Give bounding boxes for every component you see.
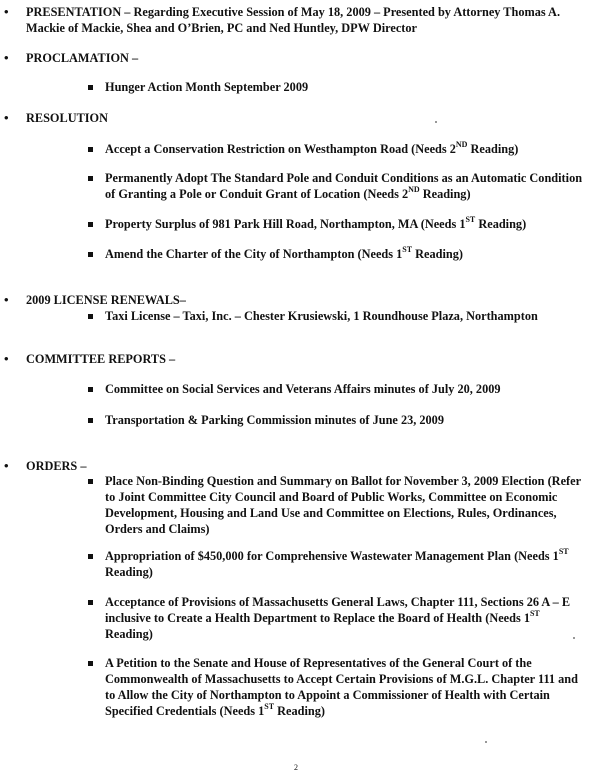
- item-text: Hunger Action Month September 2009: [105, 80, 309, 94]
- square-bullet-icon: [88, 387, 93, 392]
- scan-speck: [435, 121, 437, 123]
- section-heading: PROCLAMATION –: [26, 51, 139, 65]
- square-bullet-icon: [88, 85, 93, 90]
- section-bullet: •: [4, 292, 9, 307]
- section-heading: 2009 LICENSE RENEWALS–: [26, 293, 186, 307]
- item-text: Permanently Adopt The Standard Pole and Conduit Conditions as an Automatic Condition of Granting a Pole or Conduit Grant of Location (Needs 2ND Reading): [105, 171, 583, 201]
- item-text: A Petition to the Senate and House of Representatives of the General Court of the Commonwealth of Massachusetts to Accept Certain Provisions of M.G.L. Chapter 111 and to Allow the City of Northampton to Appoint a Commissioner of Health with Certain Specified Credentials (Needs 1ST Reading): [105, 656, 578, 718]
- square-bullet-icon: [88, 252, 93, 257]
- page-number: 2: [294, 763, 298, 772]
- square-bullet-icon: [88, 314, 93, 319]
- section-bullet: •: [4, 351, 9, 366]
- section-bullet: •: [4, 110, 9, 125]
- item-text: Transportation & Parking Commission minutes of June 23, 2009: [105, 413, 444, 427]
- item-text: Place Non-Binding Question and Summary on Ballot for November 3, 2009 Election (Refer to Joint Committee City Council and Board of Public Works, Committee on Economic Development, Housing and Land Use and Committee on Elections, Rules, Ordinances, Orders and Claims): [105, 474, 581, 536]
- item-text: Appropriation of $450,000 for Comprehensive Wastewater Management Plan (Needs 1ST Reading): [105, 546, 569, 579]
- square-bullet-icon: [88, 418, 93, 423]
- square-bullet-icon: [88, 222, 93, 227]
- item-text: Taxi License – Taxi, Inc. – Chester Krusiewski, 1 Roundhouse Plaza, Northampton: [105, 309, 538, 323]
- item-text: Committee on Social Services and Veterans Affairs minutes of July 20, 2009: [105, 382, 501, 396]
- item-text: Accept a Conservation Restriction on Westhampton Road (Needs 2ND Reading): [105, 139, 519, 156]
- item-text: Amend the Charter of the City of Northampton (Needs 1ST Reading): [105, 244, 463, 261]
- section-heading: COMMITTEE REPORTS –: [26, 352, 176, 366]
- item-text: Property Surplus of 981 Park Hill Road, Northampton, MA (Needs 1ST Reading): [105, 214, 527, 231]
- section-heading: ORDERS –: [26, 459, 87, 473]
- section-bullet: •: [4, 4, 9, 19]
- section-heading: RESOLUTION: [26, 111, 109, 125]
- section-bullet: •: [4, 458, 9, 473]
- item-text: Acceptance of Provisions of Massachusetts General Laws, Chapter 111, Sections 26 A – E inclusive to Create a Health Department to Replace the Board of Health (Needs 1ST Reading): [105, 595, 571, 641]
- section-bullet: •: [4, 50, 9, 65]
- square-bullet-icon: [88, 479, 93, 484]
- square-bullet-icon: [88, 600, 93, 605]
- scan-speck: [573, 637, 575, 639]
- square-bullet-icon: [88, 554, 93, 559]
- square-bullet-icon: [88, 661, 93, 666]
- section-heading: PRESENTATION – Regarding Executive Session of May 18, 2009 – Presented by Attorney Thomas A. Mackie of Mackie, Shea and O’Brien, PC and Ned Huntley, DPW Director: [26, 5, 561, 35]
- square-bullet-icon: [88, 147, 93, 152]
- scan-speck: [485, 741, 487, 743]
- square-bullet-icon: [88, 176, 93, 181]
